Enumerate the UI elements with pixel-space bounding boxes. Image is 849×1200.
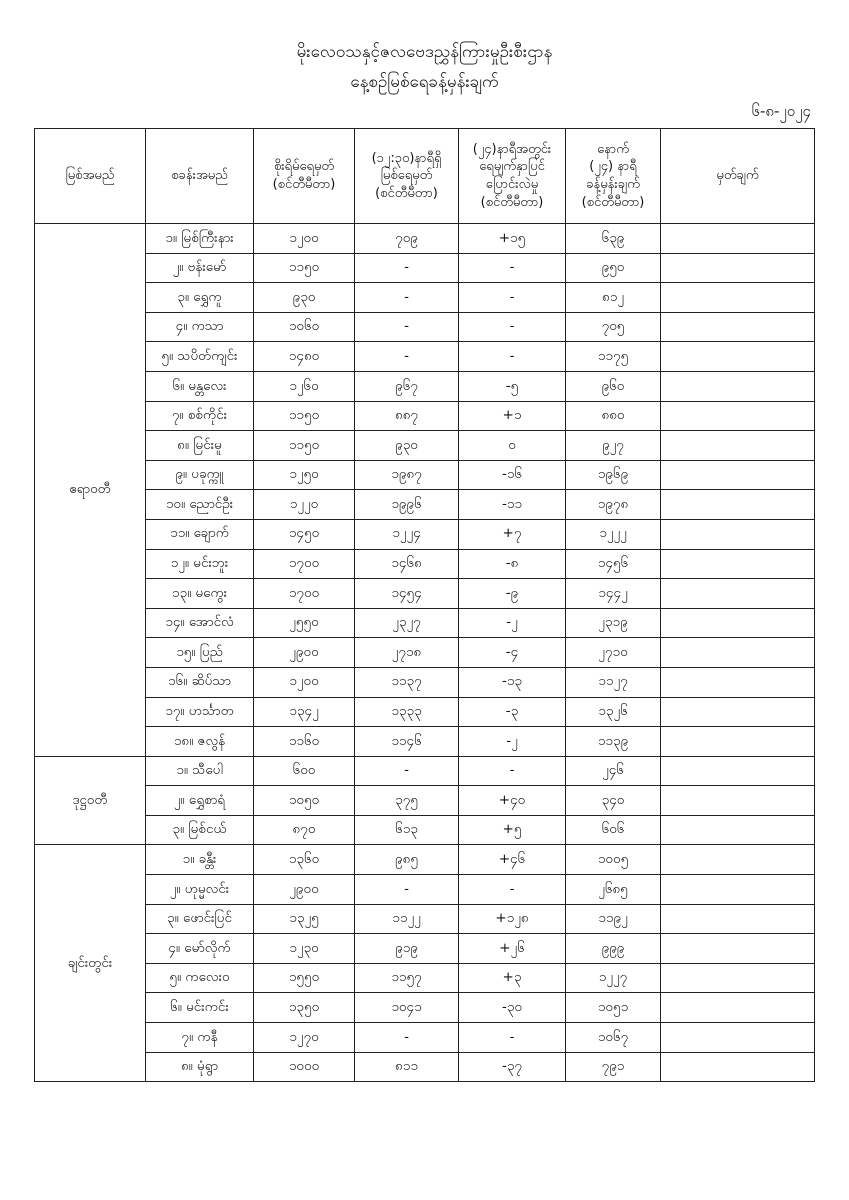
current-level: - (355, 283, 459, 313)
remark (661, 697, 815, 727)
remark (661, 283, 815, 313)
current-level: ၈၈၇ (355, 401, 459, 431)
remark (661, 312, 815, 342)
danger-level: ၁၅၅၀ (254, 963, 355, 993)
station-name: ၇။ စစ်ကိုင်း (146, 401, 254, 431)
forecast-level: ၁၄၄၂ (566, 579, 661, 609)
danger-level: ၁၁၆၀ (254, 727, 355, 757)
danger-level: ၁၀၅၀ (254, 786, 355, 816)
level-change: -၉ (459, 579, 566, 609)
table-row (35, 1023, 815, 1053)
remark (661, 875, 815, 905)
river-forecast-table (34, 128, 815, 1082)
level-change: -၅ (459, 371, 566, 401)
station-name: ၁၃။ မကွေး (146, 579, 254, 609)
danger-level: ၁၂၀၀ (254, 224, 355, 254)
station-name: ၉။ ပခုက္ကူ (146, 460, 254, 490)
remark (661, 579, 815, 609)
current-level: ၉၆၇ (355, 371, 459, 401)
current-level: - (355, 253, 459, 283)
current-level: - (355, 756, 459, 786)
forecast-level: ၁၁၂၇ (566, 667, 661, 697)
report-date: ၆-၈-၂၀၂၄ (751, 102, 811, 120)
danger-level: ၈၇၀ (254, 815, 355, 845)
current-level: ၁၁၂၂ (355, 904, 459, 934)
level-change: ၀ (459, 431, 566, 461)
level-change: +၁၅ (459, 224, 566, 254)
level-change: +၅ (459, 815, 566, 845)
danger-level: ၁၁၅၀ (254, 401, 355, 431)
forecast-level: ၉၅၀ (566, 253, 661, 283)
page-title: မိုးလေဝသနှင့်ဇလဗေဒညွှန်ကြားမှုဦးစီးဌာန (296, 42, 553, 62)
table-row (35, 371, 815, 401)
forecast-level: ၆၃၉ (566, 224, 661, 254)
table-row (35, 756, 815, 786)
current-level: ၇၀၉ (355, 224, 459, 254)
table-row (35, 904, 815, 934)
current-level: ၁၁၃၇ (355, 667, 459, 697)
station-name: ၅။ သပိတ်ကျင်း (146, 342, 254, 372)
header-current-level: (၁၂:၃၀)နာရီရှိ မြစ်ရေမှတ် (စင်တီမီတာ) (355, 129, 459, 224)
level-change: +၁၂၈ (459, 904, 566, 934)
level-change: - (459, 312, 566, 342)
table-row (35, 549, 815, 579)
current-level: ၁၂၂၄ (355, 519, 459, 549)
forecast-level: ၁၄၅၆ (566, 549, 661, 579)
forecast-level: ၂၆၈၅ (566, 875, 661, 905)
level-change: -၂ (459, 727, 566, 757)
table-row (35, 608, 815, 638)
table-row (35, 934, 815, 964)
station-name: ၁။ သီပေါ (146, 756, 254, 786)
level-change: -၈ (459, 549, 566, 579)
forecast-level: ၁၀၆၇ (566, 1023, 661, 1053)
station-name: ၁၁။ ချောက် (146, 519, 254, 549)
station-name: ၁၄။ အောင်လံ (146, 608, 254, 638)
level-change: - (459, 756, 566, 786)
current-level: ၆၁၃ (355, 815, 459, 845)
forecast-level: ၁၀၀၅ (566, 845, 661, 875)
station-name: ၁။ ခန္တီး (146, 845, 254, 875)
forecast-level: ၁၀၅၁ (566, 993, 661, 1023)
danger-level: ၂၉၀၀ (254, 638, 355, 668)
remark (661, 460, 815, 490)
header-24h-change: (၂၄)နာရီအတွင်း ရေမျက်နှာပြင် ပြောင်းလဲမှု (စင်တီမီတာ) (459, 129, 566, 224)
remark (661, 608, 815, 638)
table-row (35, 727, 815, 757)
forecast-level: ၂၄၆ (566, 756, 661, 786)
station-name: ၇။ ကနီ (146, 1023, 254, 1053)
current-level: ၉၁၉ (355, 934, 459, 964)
danger-level: ၁၃၄၂ (254, 697, 355, 727)
table-row (35, 253, 815, 283)
forecast-level: ၉၂၇ (566, 431, 661, 461)
remark (661, 549, 815, 579)
remark (661, 490, 815, 520)
level-change: - (459, 1023, 566, 1053)
danger-level: ၁၀၀၀ (254, 1052, 355, 1082)
level-change: - (459, 253, 566, 283)
table-row (35, 312, 815, 342)
remark (661, 638, 815, 668)
current-level: ၂၇၁၈ (355, 638, 459, 668)
danger-level: ၁၄၅၀ (254, 519, 355, 549)
river-name: ဒုဋ္ဌဝတီ (35, 756, 146, 845)
current-level: ၁၉၈၇ (355, 460, 459, 490)
station-name: ၃။ ဖောင်းပြင် (146, 904, 254, 934)
danger-level: ၁၇၀၀ (254, 549, 355, 579)
level-change: +၄၆ (459, 845, 566, 875)
forecast-level: ၆၀၆ (566, 815, 661, 845)
current-level: ၉၃၀ (355, 431, 459, 461)
forecast-level: ၇၉၁ (566, 1052, 661, 1082)
current-level: ၂၃၂၇ (355, 608, 459, 638)
table-row (35, 401, 815, 431)
level-change: -၄ (459, 638, 566, 668)
remark (661, 786, 815, 816)
remark (661, 224, 815, 254)
danger-level: ၁၀၆၀ (254, 312, 355, 342)
table-row (35, 815, 815, 845)
station-name: ၃။ မြစ်ငယ် (146, 815, 254, 845)
remark (661, 253, 815, 283)
table-row (35, 786, 815, 816)
table-row (35, 638, 815, 668)
current-level: - (355, 312, 459, 342)
forecast-level: ၉၉၉ (566, 934, 661, 964)
current-level: - (355, 342, 459, 372)
remark (661, 727, 815, 757)
table-row (35, 342, 815, 372)
current-level: ၃၇၅ (355, 786, 459, 816)
danger-level: ၆၀၀ (254, 756, 355, 786)
station-name: ၆။ မင်းကင်း (146, 993, 254, 1023)
danger-level: ၁၂၃၀ (254, 934, 355, 964)
station-name: ၁၈။ ဇလွန် (146, 727, 254, 757)
danger-level: ၁၁၅၀ (254, 253, 355, 283)
current-level: ၁၀၄၁ (355, 993, 459, 1023)
remark (661, 993, 815, 1023)
header-river: မြစ်အမည် (35, 129, 146, 224)
remark (661, 963, 815, 993)
header-danger-level: စိုးရိမ်ရေမှတ် (စင်တီမီတာ) (254, 129, 355, 224)
level-change: -၂ (459, 608, 566, 638)
danger-level: ၁၂၀၀ (254, 667, 355, 697)
remark (661, 756, 815, 786)
station-name: ၁၀။ ညောင်ဦး (146, 490, 254, 520)
remark (661, 904, 815, 934)
header-station: စခန်းအမည် (146, 129, 254, 224)
danger-level: ၂၅၅၀ (254, 608, 355, 638)
table-row (35, 431, 815, 461)
forecast-level: ၁၁၃၉ (566, 727, 661, 757)
level-change: -၃၇ (459, 1052, 566, 1082)
remark (661, 519, 815, 549)
forecast-level: ၇၀၅ (566, 312, 661, 342)
forecast-level: ၁၂၂၇ (566, 963, 661, 993)
forecast-level: ၁၃၂၆ (566, 697, 661, 727)
current-level: ၁၄၆၈ (355, 549, 459, 579)
level-change: -၁၁ (459, 490, 566, 520)
current-level: ၁၁၄၆ (355, 727, 459, 757)
header-remarks: မှတ်ချက် (661, 129, 815, 224)
level-change: - (459, 342, 566, 372)
danger-level: ၁၂၅၀ (254, 460, 355, 490)
station-name: ၁၇။ ဟင်္သာတ (146, 697, 254, 727)
table-row (35, 1052, 815, 1082)
current-level: - (355, 875, 459, 905)
table-header-row (35, 129, 815, 224)
table-row (35, 875, 815, 905)
station-name: ၄။ မော်လိုက် (146, 934, 254, 964)
station-name: ၁။ မြစ်ကြီးနား (146, 224, 254, 254)
forecast-level: ၁၉၆၉ (566, 460, 661, 490)
remark (661, 934, 815, 964)
current-level: ၁၄၅၄ (355, 579, 459, 609)
forecast-level: ၁၉၇၈ (566, 490, 661, 520)
danger-level: ၉၃၀ (254, 283, 355, 313)
forecast-level: ၈၁၂ (566, 283, 661, 313)
forecast-level: ၁၁၇၅ (566, 342, 661, 372)
level-change: +၃ (459, 963, 566, 993)
forecast-level: ၉၆၀ (566, 371, 661, 401)
danger-level: ၁၃၅၀ (254, 993, 355, 1023)
danger-level: ၁၂၂၀ (254, 490, 355, 520)
table-row (35, 460, 815, 490)
level-change: - (459, 283, 566, 313)
remark (661, 845, 815, 875)
table-row (35, 283, 815, 313)
danger-level: ၁၇၀၀ (254, 579, 355, 609)
station-name: ၂။ ရွှေစာရံ (146, 786, 254, 816)
danger-level: ၁၂၆၀ (254, 371, 355, 401)
level-change: -၁၃ (459, 667, 566, 697)
danger-level: ၁၃၆၀ (254, 845, 355, 875)
table-row (35, 667, 815, 697)
danger-level: ၁၃၂၅ (254, 904, 355, 934)
current-level: ၁၉၉၆ (355, 490, 459, 520)
station-name: ၄။ ကသာ (146, 312, 254, 342)
table-row (35, 697, 815, 727)
station-name: ၈။ မြင်းမူ (146, 431, 254, 461)
station-name: ၃။ ရွှေကူ (146, 283, 254, 313)
station-name: ၁၅။ ပြည် (146, 638, 254, 668)
current-level: ၈၁၁ (355, 1052, 459, 1082)
forecast-level: ၁၁၉၂ (566, 904, 661, 934)
level-change: +၇ (459, 519, 566, 549)
remark (661, 431, 815, 461)
danger-level: ၁၁၅၀ (254, 431, 355, 461)
forecast-level: ၂၃၁၉ (566, 608, 661, 638)
table-row (35, 845, 815, 875)
table-row (35, 963, 815, 993)
table-row (35, 490, 815, 520)
danger-level: ၁၄၈၀ (254, 342, 355, 372)
remark (661, 1052, 815, 1082)
danger-level: ၁၂၇၀ (254, 1023, 355, 1053)
station-name: ၅။ ကလေးဝ (146, 963, 254, 993)
current-level: ၁၃၃၃ (355, 697, 459, 727)
page-subtitle: နေ့စဉ်မြစ်ရေခန့်မှန်းချက် (350, 72, 499, 92)
table-row (35, 519, 815, 549)
current-level: ၁၁၅၇ (355, 963, 459, 993)
level-change: +၄၀ (459, 786, 566, 816)
danger-level: ၂၉၀၀ (254, 875, 355, 905)
current-level: - (355, 1023, 459, 1053)
forecast-level: ၂၇၁၀ (566, 638, 661, 668)
station-name: ၂။ ဟုမ္မလင်း (146, 875, 254, 905)
river-name: ဧရာဝတီ (35, 224, 146, 757)
station-name: ၆။ မန္တလေး (146, 371, 254, 401)
table-body (35, 224, 815, 1082)
table-row (35, 579, 815, 609)
level-change: -၁၆ (459, 460, 566, 490)
table-row (35, 993, 815, 1023)
current-level: ၉၈၅ (355, 845, 459, 875)
remark (661, 342, 815, 372)
remark (661, 667, 815, 697)
river-name: ချင်းတွင်း (35, 845, 146, 1082)
remark (661, 815, 815, 845)
remark (661, 371, 815, 401)
table-row (35, 224, 815, 254)
level-change: +၁ (459, 401, 566, 431)
forecast-level: ၈၈၀ (566, 401, 661, 431)
forecast-level: ၃၄၀ (566, 786, 661, 816)
level-change: -၃၀ (459, 993, 566, 1023)
station-name: ၈။ မုံရွာ (146, 1052, 254, 1082)
remark (661, 1023, 815, 1053)
header-forecast: နောက် (၂၄) နာရီ ခန့်မှန်းချက် (စင်တီမီတာ) (566, 129, 661, 224)
station-name: ၁၆။ ဆိပ်သာ (146, 667, 254, 697)
station-name: ၁၂။ မင်းဘူး (146, 549, 254, 579)
level-change: - (459, 875, 566, 905)
station-name: ၂။ ဗန်းမော် (146, 253, 254, 283)
forecast-level: ၁၂၂၂ (566, 519, 661, 549)
remark (661, 401, 815, 431)
level-change: +၂၆ (459, 934, 566, 964)
level-change: -၃ (459, 697, 566, 727)
